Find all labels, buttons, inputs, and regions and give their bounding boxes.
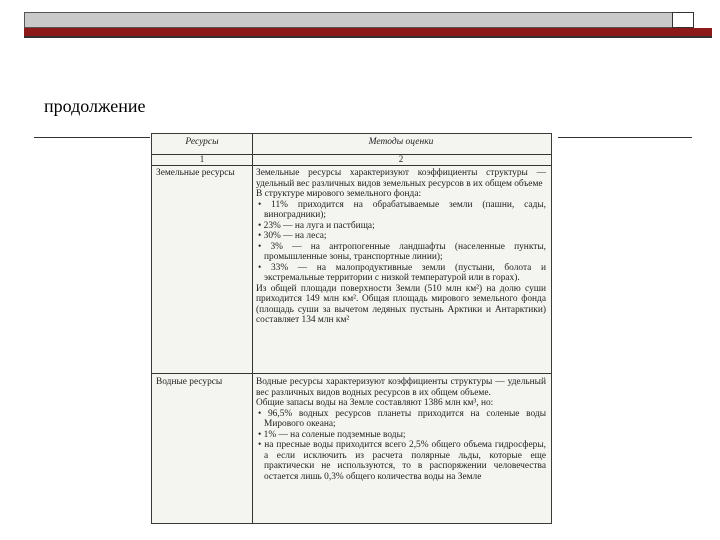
- list-item: • 30% — на леса;: [258, 231, 327, 241]
- column-number-1: 1: [199, 154, 205, 164]
- row-water-resource: Водные ресурсы: [156, 377, 223, 387]
- table-cell-line: Из общей площади поверхности Земли (510 млн км²) на долю суши приходится 149 млн км². Общая площадь мирового земельного фонда (площадь суши за вычетом ледяных пустынь Арктики и Антарктики) составляет 134 млн км²: [256, 283, 546, 325]
- list-item: • 33% — на малопродуктивные земли (пустыни, болота и экстремальные территории с низкой температурой или в горах).: [258, 262, 546, 283]
- divider-left: [34, 137, 150, 138]
- table-cell-line: Земельные ресурсы характеризуют коэффициенты структуры — удельный вес различных видов земельных ресурсов в их общем объеме: [256, 168, 546, 189]
- slide-title: продолжение: [44, 96, 146, 116]
- header-methods: Методы оценки: [368, 137, 434, 147]
- list-item: • на пресные воды приходится всего 2,5% общего объема гидросферы, а если исключить из расчета полярные льды, которые еще практически не используются, то в распоряжении человечества остается лишь 0,3% общего количества воды на Земле: [258, 440, 546, 482]
- list-item: • 1% — на соленые подземные воды;: [258, 429, 406, 440]
- row-water-methods: [256, 377, 546, 482]
- row-land-methods: [256, 168, 546, 326]
- table-header-row: [152, 134, 551, 155]
- title-bar-decoration: [24, 12, 694, 28]
- row-divider: [152, 373, 551, 374]
- list-item: • 96,5% водных ресурсов планеты приходится на соленые воды Мирового океана;: [258, 408, 546, 429]
- list-item: • 3% — на антропогенные ландшафты (населенные пункты, промышленные зоны, транспортные линии);: [258, 241, 546, 262]
- column-divider: [252, 134, 253, 523]
- table-number-row: [152, 154, 551, 166]
- row-land-resource: Земельные ресурсы: [156, 168, 235, 178]
- title-bar-square: [672, 12, 694, 28]
- table-cell-line: Общие запасы воды на Земле составляют 1386 млн км³, но:: [256, 398, 494, 408]
- table-cell-line: Водные ресурсы характеризуют коэффициенты структуры — удельный вес различных видов водных ресурсов в их общем объеме.: [256, 377, 546, 398]
- scanned-table: [151, 133, 552, 524]
- table-cell-line: В структуре мирового земельного фонда:: [256, 189, 422, 199]
- list-item: • 11% приходится на обрабатываемые земли (пашни, сады, виноградники);: [258, 199, 546, 220]
- divider-right: [558, 137, 692, 138]
- header-resources: Ресурсы: [185, 137, 219, 147]
- list-item: • 23% — на луга и пастбища;: [258, 220, 375, 231]
- title-bar-accent: [24, 28, 712, 38]
- column-number-2: 2: [398, 154, 404, 164]
